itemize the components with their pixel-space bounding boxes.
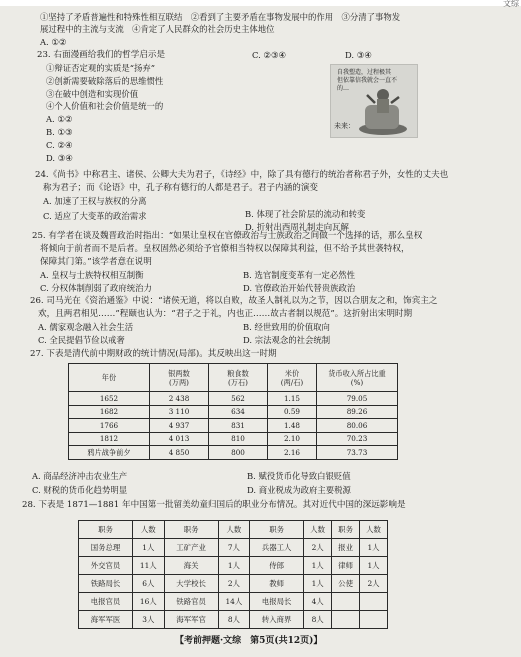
table-cell: 73.73 <box>317 446 398 460</box>
q25-option-c: C. 分权体制削弱了政府统治力 <box>40 283 152 293</box>
table-cell: 律师 <box>332 557 360 575</box>
table-cell: 海军军官 <box>164 611 218 629</box>
q25-line3: 保障其门第。”该学者意在说明 <box>40 257 152 267</box>
q23-option-a: A. ①② <box>46 114 73 124</box>
q23-option-b: B. ①③ <box>46 127 73 137</box>
q23-statement-1: ①辩证否定观的实质是“扬弃” <box>46 63 156 73</box>
table-cell: 831 <box>209 419 268 433</box>
table-cell: 2.10 <box>268 432 317 446</box>
q22-line2: 展过程中的主流与支流 ④肯定了人民群众的社会历史主体地位 <box>40 24 275 34</box>
table-cell <box>332 611 360 629</box>
table-cell: 1766 <box>69 419 150 433</box>
table-header-row <box>69 364 398 392</box>
table-header-cell: 职务 <box>250 521 304 539</box>
q25-option-b: B. 选官制度变革有一定必然性 <box>243 270 355 280</box>
q25-option-a: A. 皇权与士族特权相互制衡 <box>40 270 144 280</box>
q24-line1: 24.《尚书》中称君主、诸侯、公卿大夫为君子，《诗经》中，除了具有德行的统治者称君子外，女性的丈夫也 <box>35 170 449 180</box>
table-cell: 70.23 <box>317 432 398 446</box>
q25-option-d: D. 官僚政治开始代替贵族政治 <box>243 283 356 293</box>
table-header-cell: 人数 <box>218 521 249 539</box>
table-header-cell: 货币收入所占比重 (%) <box>317 364 398 392</box>
table-cell: 4 013 <box>150 432 209 446</box>
table-header-cell: 职务 <box>332 521 360 539</box>
table-header-cell: 职务 <box>79 521 133 539</box>
table-cell: 1.15 <box>268 392 317 406</box>
table-cell: 教师 <box>250 575 304 593</box>
cartoon-label: 未来： <box>334 122 355 130</box>
table-cell: 2人 <box>218 575 249 593</box>
table-cell: 铁路官员 <box>164 593 218 611</box>
table-cell: 2.16 <box>268 446 317 460</box>
q27-finance-table <box>68 363 398 460</box>
table-cell: 报业 <box>332 539 360 557</box>
table-cell: 1812 <box>69 432 150 446</box>
table-cell: 3 110 <box>150 405 209 419</box>
q27-option-d: D. 商业税成为政府主要税源 <box>247 485 351 495</box>
table-cell: 562 <box>209 392 268 406</box>
q23-stem: 23. 右面漫画给我们的哲学启示是 <box>37 50 166 60</box>
q22-option-d: D. ③④ <box>345 50 372 60</box>
table-header-cell: 米价 (两/石) <box>268 364 317 392</box>
table-cell: 1682 <box>69 405 150 419</box>
table-row <box>79 575 388 593</box>
table-cell: 3人 <box>133 611 164 629</box>
top-edge <box>0 0 521 6</box>
table-cell: 工矿产业 <box>164 539 218 557</box>
q24-option-a: A. 加速了王权与族权的分离 <box>43 196 147 206</box>
table-header-cell: 职务 <box>164 521 218 539</box>
q23-statement-4: ④个人价值和社会价值是统一的 <box>46 101 164 111</box>
table-row <box>79 557 388 575</box>
q27-option-c: C. 财税的货币化趋势明显 <box>32 485 128 495</box>
table-cell: 兵器工人 <box>250 539 304 557</box>
table-cell: 1人 <box>360 539 388 557</box>
q24-option-d: D. 折射出西周礼制走向瓦解 <box>245 222 349 232</box>
table-cell: 外交官员 <box>79 557 133 575</box>
table-cell: 89.26 <box>317 405 398 419</box>
q25-line2: 将倾向于前者而不是后者。皇权固然必须给予官僚相当特权以保障其利益，但不给予其世袭特权， <box>40 244 410 254</box>
q27-stem: 27. 下表是清代前中期财政的统计情况(局部)。其反映出这一时期 <box>30 349 277 359</box>
q26-option-b: B. 经世致用的价值取向 <box>243 322 330 332</box>
table-cell: 大学校长 <box>164 575 218 593</box>
q25-line1: 25. 有学者在谈及魏晋政治时指出：“如果让皇权在官僚政治与士族政治之间做一个选择的话，那么皇权 <box>32 231 423 241</box>
cartoon-caption: 自我塑造，过程极其 但依靠信我就会一直不 的… <box>337 69 398 92</box>
q27-option-a: A. 商品经济冲击农业生产 <box>32 471 128 481</box>
q23-statement-3: ③在破中创造和实现价值 <box>46 89 139 99</box>
table-header-cell: 人数 <box>133 521 164 539</box>
table-row <box>69 405 398 419</box>
table-cell: 4 937 <box>150 419 209 433</box>
table-cell: 1652 <box>69 392 150 406</box>
table-cell: 8人 <box>218 611 249 629</box>
table-cell: 800 <box>209 446 268 460</box>
table-row <box>69 446 398 460</box>
q26-option-c: C. 全民提倡节俭以戒奢 <box>38 335 125 345</box>
table-cell: 1人 <box>304 575 332 593</box>
q26-line2: 欢，且两君相见……”程颐也认为：“君子之于礼，内也正……故古者制以规范”。这折射出宋明时期 <box>38 309 413 319</box>
q24-option-b: B. 体现了社会阶层的流动和转变 <box>245 209 366 219</box>
table-cell: 1.48 <box>268 419 317 433</box>
table-cell: 1人 <box>133 539 164 557</box>
table-cell: 8人 <box>304 611 332 629</box>
q26-line1: 26. 司马光在《资治通鉴》中说：“诸侯无道，将以自败，故圣人制礼以为之节，因以合朋友之和，饰宾主之 <box>30 296 438 306</box>
table-row <box>69 392 398 406</box>
q28-career-table <box>78 520 388 629</box>
corner-text: 文综 <box>503 0 519 8</box>
table-cell: 4人 <box>304 593 332 611</box>
table-cell: 电报局长 <box>250 593 304 611</box>
q24-option-c: C. 适应了大变革的政治需求 <box>43 211 147 221</box>
q24-line2: 称为君子；而《论语》中，孔子称有德行的人都是君子。君子内涵的演变 <box>43 183 319 193</box>
page-footer: 【考前押题·文综 第5页(共12页)】 <box>175 636 323 646</box>
table-cell <box>360 593 388 611</box>
table-cell: 634 <box>209 405 268 419</box>
sculptor-cartoon <box>330 64 418 138</box>
table-row <box>69 432 398 446</box>
table-cell <box>360 611 388 629</box>
table-row <box>69 419 398 433</box>
q23-option-d: D. ③④ <box>46 153 73 163</box>
table-cell: 6人 <box>133 575 164 593</box>
table-row <box>79 593 388 611</box>
q28-stem: 28. 下表是 1871—1881 年中国第一批留美幼童归国后的职业分布情况。其对近代中国的深远影响是 <box>22 500 406 510</box>
table-cell: 2 438 <box>150 392 209 406</box>
table-header-cell: 人数 <box>360 521 388 539</box>
q27-option-b: B. 赋役货币化导致白银贬值 <box>247 471 351 481</box>
table-row <box>79 611 388 629</box>
table-cell: 0.59 <box>268 405 317 419</box>
table-cell: 2人 <box>360 575 388 593</box>
table-cell: 转入商界 <box>250 611 304 629</box>
table-cell: 鸦片战争前夕 <box>69 446 150 460</box>
table-cell: 国务总理 <box>79 539 133 557</box>
table-cell: 海军军医 <box>79 611 133 629</box>
table-cell: 电报官员 <box>79 593 133 611</box>
table-cell: 80.06 <box>317 419 398 433</box>
table-cell: 海关 <box>164 557 218 575</box>
q23-statement-2: ②创新需要破除落后的思维惯性 <box>46 76 164 86</box>
table-header-row <box>79 521 388 539</box>
table-header-cell: 银两数 (万两) <box>150 364 209 392</box>
table-cell: 16人 <box>133 593 164 611</box>
table-cell: 侍郎 <box>250 557 304 575</box>
q22-option-c: C. ②③④ <box>252 50 286 60</box>
q26-option-a: A. 儒家观念融入社会生活 <box>38 322 134 332</box>
table-header-cell: 年份 <box>69 364 150 392</box>
table-cell: 铁路局长 <box>79 575 133 593</box>
table-cell: 7人 <box>218 539 249 557</box>
q22-option-a: A. ①② <box>40 37 67 47</box>
q22-line1: ①坚持了矛盾普遍性和特殊性相互联结 ②看到了主要矛盾在事物发展中的作用 ③分清了事物发 <box>40 12 401 22</box>
table-row <box>79 539 388 557</box>
table-cell: 1人 <box>360 557 388 575</box>
table-cell: 1人 <box>304 557 332 575</box>
table-cell: 2人 <box>304 539 332 557</box>
table-cell <box>332 593 360 611</box>
table-header-cell: 粮食数 (万石) <box>209 364 268 392</box>
table-header-cell: 人数 <box>304 521 332 539</box>
table-cell: 79.05 <box>317 392 398 406</box>
table-cell: 810 <box>209 432 268 446</box>
table-cell: 1人 <box>218 557 249 575</box>
q26-option-d: D. 宗法观念的社会统制 <box>243 335 331 345</box>
table-cell: 14人 <box>218 593 249 611</box>
table-cell: 11人 <box>133 557 164 575</box>
table-cell: 公使 <box>332 575 360 593</box>
table-cell: 4 850 <box>150 446 209 460</box>
q23-option-c: C. ②④ <box>46 140 73 150</box>
